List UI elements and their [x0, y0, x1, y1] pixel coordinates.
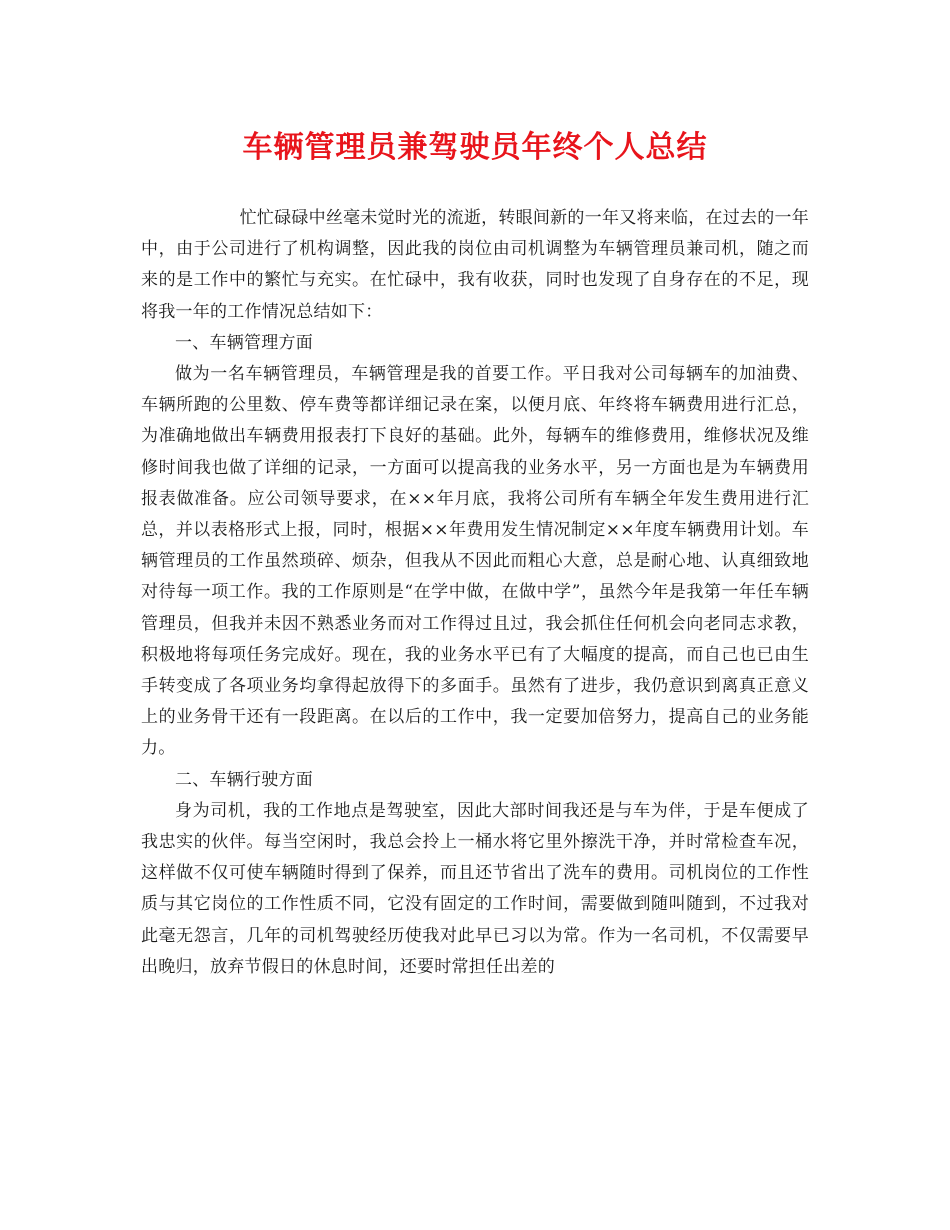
section-heading-vehicle-management: 一、车辆管理方面 [175, 332, 313, 353]
intro-paragraph: 忙忙碌碌中丝毫未觉时光的流逝，转眼间新的一年又将来临，在过去的一年中，由于公司进行了机构调整，因此我的岗位由司机调整为车辆管理员兼司机，随之而来的是工作中的繁忙与充实。在忙碌中，我有收获，同时也发现了自身存在的不足，现将我一年的工作情况总结如下： [141, 208, 809, 322]
vehicle-management-paragraph: 做为一名车辆管理员，车辆管理是我的首要工作。平日我对公司每辆车的加油费、车辆所跑的公里数、停车费等都详细记录在案，以便月底、年终将车辆费用进行汇总，为准确地做出车辆费用报表打下良好的基础。此外，每辆车的维修费用，维修状况及维修时间我也做了详细的记录，一方面可以提高我的业务水平，另一方面也是为车辆费用报表做准备。应公司领导要求，在××年月底，我将公司所有车辆全年发生费用进行汇总，并以表格形式上报，同时，根据××年费用发生情况制定××年度车辆费用计划。车辆管理员的工作虽然琐碎、烦杂，但我从不因此而粗心大意，总是耐心地、认真细致地对待每一项工作。我的工作原则是“在学中做，在做中学”，虽然今年是我第一年任车辆管理员，但我并未因不熟悉业务而对工作得过且过，我会抓住任何机会向老同志求教，积极地将每项任务完成好。现在，我的业务水平已有了大幅度的提高，而自己也已由生手转变成了各项业务均拿得起放得下的多面手。虽然有了进步，我仍意识到离真正意义上的业务骨干还有一段距离。在以后的工作中，我一定要加倍努力，提高自己的业务能力。 [141, 364, 809, 759]
document-body [141, 203, 809, 983]
vehicle-driving-paragraph: 身为司机，我的工作地点是驾驶室，因此大部时间我还是与车为伴，于是车便成了我忠实的伙伴。每当空闲时，我总会拎上一桶水将它里外擦洗干净，并时常检查车况，这样做不仅可使车辆随时得到了保养，而且还节省出了洗车的费用。司机岗位的工作性质与其它岗位的工作性质不同，它没有固定的工作时间，需要做到随叫随到，不过我对此毫无怨言，几年的司机驾驶经历使我对此早已习以为常。作为一名司机，不仅需要早出晚归，放弃节假日的休息时间，还要时常担任出差的 [141, 800, 809, 977]
section-heading-vehicle-driving: 二、车辆行驶方面 [175, 769, 313, 790]
document-title: 车辆管理员兼驾驶员年终个人总结 [242, 130, 708, 165]
